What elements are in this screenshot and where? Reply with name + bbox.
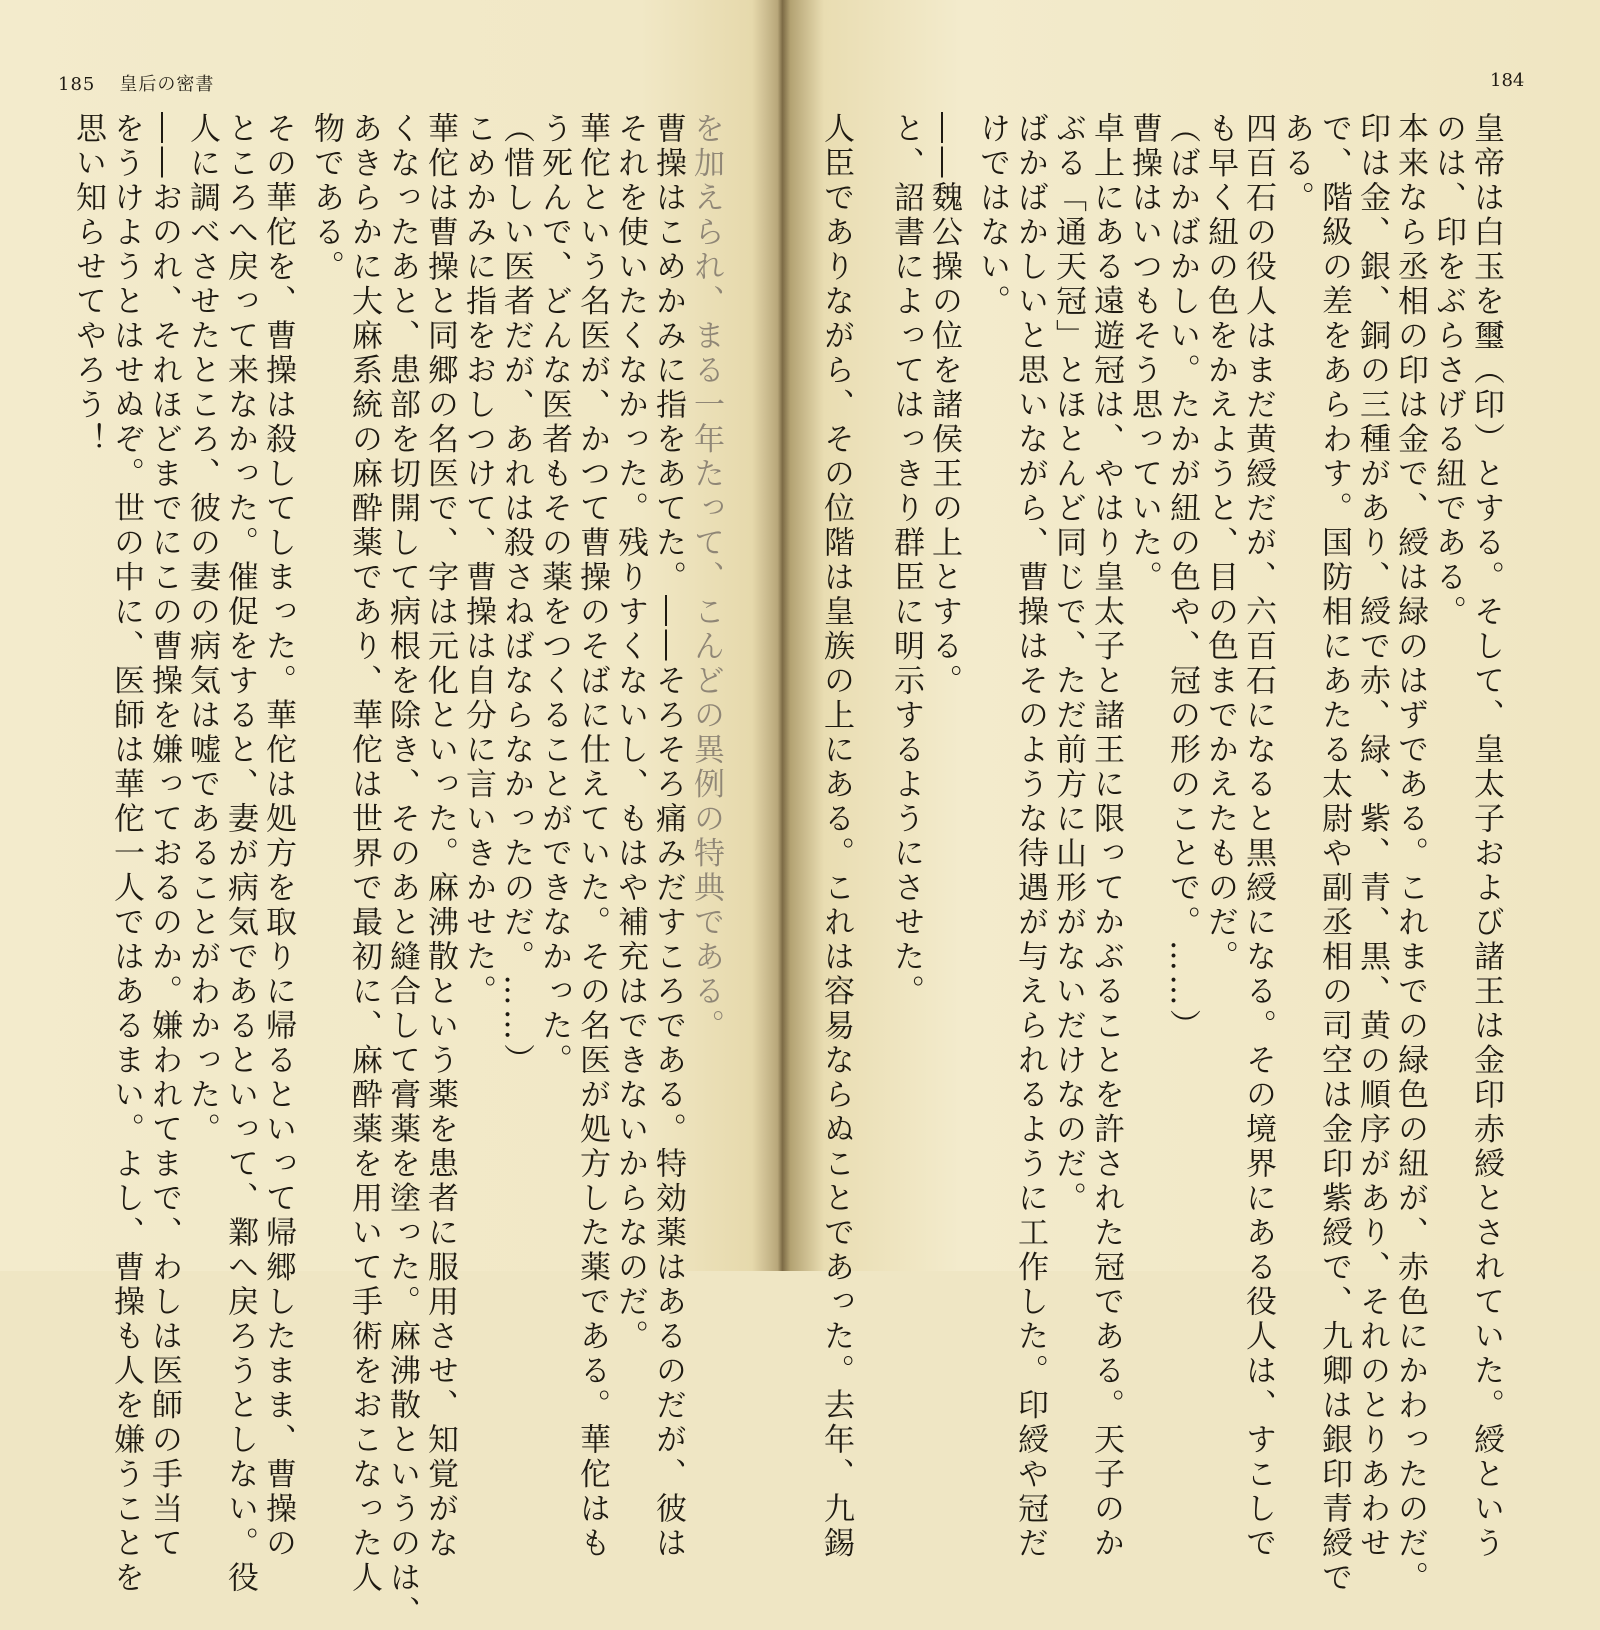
left-text-line: 曹操はこめかみに指をあてた。――そろそろ痛みだすころである。特効薬はあるのだが、彼は bbox=[650, 112, 686, 1561]
left-text-line: 華佗という名医が、かつて曹操のそばに仕えていた。その名医が処方した薬である。華佗はも bbox=[574, 112, 610, 1561]
right-text-line: 曹操はいつもそう思っていた。 bbox=[1126, 112, 1162, 595]
right-text-line: で、階級の差をあらわす。国防相にあたる太尉や副丞相の司空は金印紫綬で、九卿は銀印青綬で bbox=[1316, 112, 1352, 1596]
left-page-header bbox=[58, 70, 214, 96]
right-text-line: ぶる「通天冠」とほとんど同じで、ただ前方に山形がないだけなのだ。 bbox=[1050, 112, 1086, 1216]
left-text-line: あきらかに大麻系統の麻酔薬であり、華佗は世界で最初に、麻酔薬を用いて手術をおこなった人 bbox=[346, 112, 382, 1596]
left-text-line: くなったあと、患部を切開して病根を除き、そのあと縫合して膏薬を塗った。麻沸散というのは、 bbox=[384, 112, 420, 1630]
chapter-title: 皇后の密書 bbox=[119, 74, 215, 95]
left-text-line: ――おのれ、それほどまでにこの曹操を嫌っておるのか。嫌われてまで、わしは医師の手当て bbox=[146, 112, 182, 1561]
right-text-line: 本来なら丞相の印は金で、綬は緑のはずである。これまでの緑色の紐が、赤色にかわったのだ。 bbox=[1392, 112, 1428, 1596]
right-text-line: のは、印をぶらさげる紐である。 bbox=[1430, 112, 1466, 630]
right-text-line: も早く紐の色をかえようと、目の色までかえたものだ。 bbox=[1202, 112, 1238, 975]
left-text-line: 人に調べさせたところ、彼の妻の病気は嘘であることがわかった。 bbox=[184, 112, 220, 1147]
right-text-line: 人臣でありながら、その位階は皇族の上にある。これは容易ならぬことであった。去年、九錫 bbox=[818, 112, 854, 1561]
right-text-line: 卓上にある遠遊冠は、やはり皇太子と諸王に限ってかぶることを許された冠である。天子のか bbox=[1088, 112, 1124, 1561]
left-text-line: ところへ戻って来なかった。催促をすると、妻が病気であるといって、鄴へ戻ろうとしない。役 bbox=[222, 112, 258, 1596]
right-text-line: 皇帝は白玉を璽（印）とする。そして、皇太子および諸王は金印赤綬とされていた。綬という bbox=[1468, 112, 1504, 1561]
left-text-line: う死んで、どんな医者もその薬をつくることができなかった。 bbox=[536, 112, 572, 1078]
left-text-line: その華佗を、曹操は殺してしまった。華佗は処方を取りに帰るといって帰郷したまま、曹操の bbox=[260, 112, 296, 1561]
left-page-number: 185 bbox=[58, 74, 96, 95]
right-text-line: ――魏公操の位を諸侯王の上とする。 bbox=[926, 112, 962, 699]
right-page-number: 184 bbox=[1490, 70, 1525, 91]
right-text-line: ばかばかしいと思いながら、曹操はそのような待遇が与えられるように工作した。印綬や冠だ bbox=[1012, 112, 1048, 1561]
right-text-line: 印は金、銀、銅の三種があり、綬で赤、緑、紫、青、黒、黄の順序があり、それのとりあわせ bbox=[1354, 112, 1390, 1561]
left-page bbox=[0, 0, 780, 1630]
left-text-line: 華佗は曹操と同郷の名医で、字は元化といった。麻沸散という薬を患者に服用させ、知覚がな bbox=[422, 112, 458, 1561]
left-text-line: を加えられ、まる一年たって、こんどの異例の特典である。 bbox=[688, 112, 724, 1044]
left-text-line: こめかみに指をおしつけて、曹操は自分に言いきかせた。 bbox=[460, 112, 496, 1009]
left-text-line: 物である。 bbox=[308, 112, 344, 285]
left-text-line: をうけようとはせぬぞ。世の中に、医師は華佗一人ではあるまい。よし、曹操も人を嫌うことを bbox=[108, 112, 144, 1596]
right-text-line: けではない。 bbox=[974, 112, 1010, 319]
right-page bbox=[790, 0, 1600, 1596]
left-text-line: 思い知らせてやろう！ bbox=[70, 112, 106, 457]
right-text-line: 四百石の役人はまだ黄綬だが、六百石になると黒綬になる。その境界にある役人は、すこしで bbox=[1240, 112, 1276, 1561]
right-text-line: ある。 bbox=[1278, 112, 1314, 216]
left-text-line: （惜しい医者だが、あれは殺さねばならなかったのだ。……） bbox=[498, 112, 534, 1078]
right-text-line: （ばかばかしい。たかが紐の色や、冠の形のことで。……） bbox=[1164, 112, 1200, 1044]
left-text-line: それを使いたくなかった。残りすくないし、もはや補充はできないからなのだ。 bbox=[612, 112, 648, 1354]
right-text-line: と、詔書によってはっきり群臣に明示するようにさせた。 bbox=[888, 112, 924, 1009]
